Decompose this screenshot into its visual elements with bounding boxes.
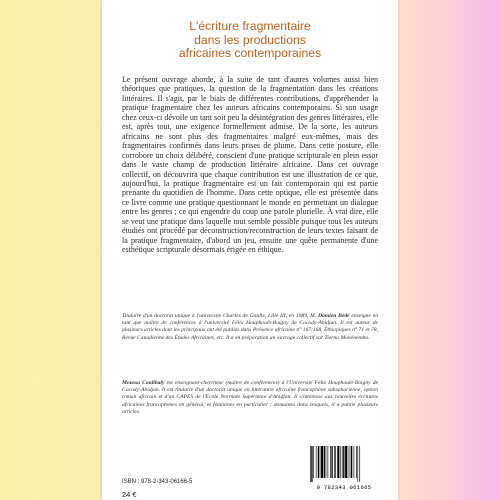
bio2-text: est enseignant-chercheur (maître de conférences) à l'Université Félix Houphouët-Boigny de Cocody-Abidjan. Il est titulaire d'un doctorat unique en littérature africaine francophone subsaharienne, option roman africain et d'un CAPES de l'École Normale Supérieure d'Abidjan. Il s'intéresse aux nouvelles écritures africaines francophones en général, et féminines en particulier ; domaines dans lesquels, il a publié plusieurs articles. <box>122 380 379 415</box>
barcode-bar <box>359 446 360 482</box>
barcode <box>307 446 381 492</box>
barcode-bar <box>354 446 355 478</box>
barcode-bar <box>334 446 335 478</box>
barcode-bar <box>318 446 319 478</box>
barcode-bar <box>335 446 336 478</box>
back-cover <box>102 0 398 500</box>
title-line-3: africaines contemporaines <box>178 46 322 61</box>
barcode-bar <box>330 446 331 478</box>
price-label: 24 € <box>122 490 137 499</box>
barcode-bars <box>307 446 381 484</box>
barcode-bar <box>313 446 314 478</box>
title-line-1: L'écriture fragmentaire <box>189 19 311 33</box>
barcode-bar <box>331 446 332 478</box>
book-title <box>102 20 398 61</box>
barcode-bar <box>351 446 352 478</box>
barcode-bar <box>328 446 329 478</box>
barcode-bar <box>342 446 343 478</box>
barcode-bar <box>350 446 351 478</box>
bio1-text: enseigne en tant que maître de conférences à l'université Félix Houphouët-Boigny de Cocody-Abidjan. Il est auteur de plusieurs articles dont les principaux ont été publiés dans Présence africaine n° 167/168, Éthiopiques n° 71 et 78, Revue Canadienne des Études Africaines, etc. Il a en préparation un ouvrage collectif sur Tierno Monénembo. <box>122 313 379 341</box>
barcode-bar <box>356 446 357 478</box>
author-bio-coulibaly <box>122 380 378 416</box>
barcode-bar <box>348 446 349 478</box>
book-summary <box>122 75 378 255</box>
barcode-bar <box>357 446 358 482</box>
barcode-bar <box>337 446 339 478</box>
barcode-bar <box>321 446 323 478</box>
bio2-author-name: Moussa Coulibaly <box>122 380 165 386</box>
barcode-bar <box>324 446 325 478</box>
summary-text: Le présent ouvrage aborde, à la suite de tant d'autres volumes aussi bien théoriques que pratiques, la question de la fragmentation dans les créations littéraires. Il s'agit, par le biais de différentes contributions, d'appréhender la pratique fragmentaire chez les auteurs africains contemporains. Si son usage chez ceux-ci dévoile un tant soit peu la désintégration des genres littéraires, elle est, après tout, une exigence formellement admise. De la sorte, les auteurs africains ne sont plus des fragmentaires malgré eux-mêmes, mais des fragmentaires confirmés dans leurs prises de plume. Dans cette posture, elle corrobore un choix délibéré, conscient d'une pratique scripturale en plein essor dans le vaste champ de production littéraire africaine. Dans cet ouvrage collectif, on découvrira que chaque contribution est une illustration de ce que, aujourd'hui, la pratique fragmentaire est un fait contemporain qui est partie prenante du quotidien de l'homme. Dans cette optique, elle est présentée dans ce livre comme une pratique questionnant le monde en permettant un dialogue entre les genres ; ce qui engendre du coup une parole plurielle. À vrai dire, elle se veut une pratique dans laquelle tout semble possible puisque tous les auteurs étudiés ont procédé par déconstruction/reconstruction de leurs textes faisant de la pratique fragmentaire, d'abord un jeu, ensuite une quête permanente d'une esthétique scripturale désormais érigée en éthique. <box>122 75 378 255</box>
barcode-digits: 9 782343 061665 <box>316 484 372 491</box>
barcode-bar <box>310 446 311 482</box>
title-line-2: dans les productions <box>194 32 306 47</box>
barcode-bar <box>343 446 344 478</box>
barcode-bar <box>320 446 321 478</box>
bio1-author-name: Damien Bédé <box>318 313 350 319</box>
barcode-bar <box>326 446 327 478</box>
author-bio-bede <box>122 313 378 342</box>
barcode-bar <box>311 446 312 482</box>
bio1-intro: Titulaire d'un doctorat unique à l'université Charles de Gaulle, Lille III, en 1989, M. <box>122 313 317 319</box>
barcode-bar <box>340 446 341 478</box>
barcode-bar <box>345 446 347 478</box>
isbn-label: ISBN : 978-2-343-06166-5 <box>122 479 193 485</box>
barcode-bar <box>316 446 317 478</box>
